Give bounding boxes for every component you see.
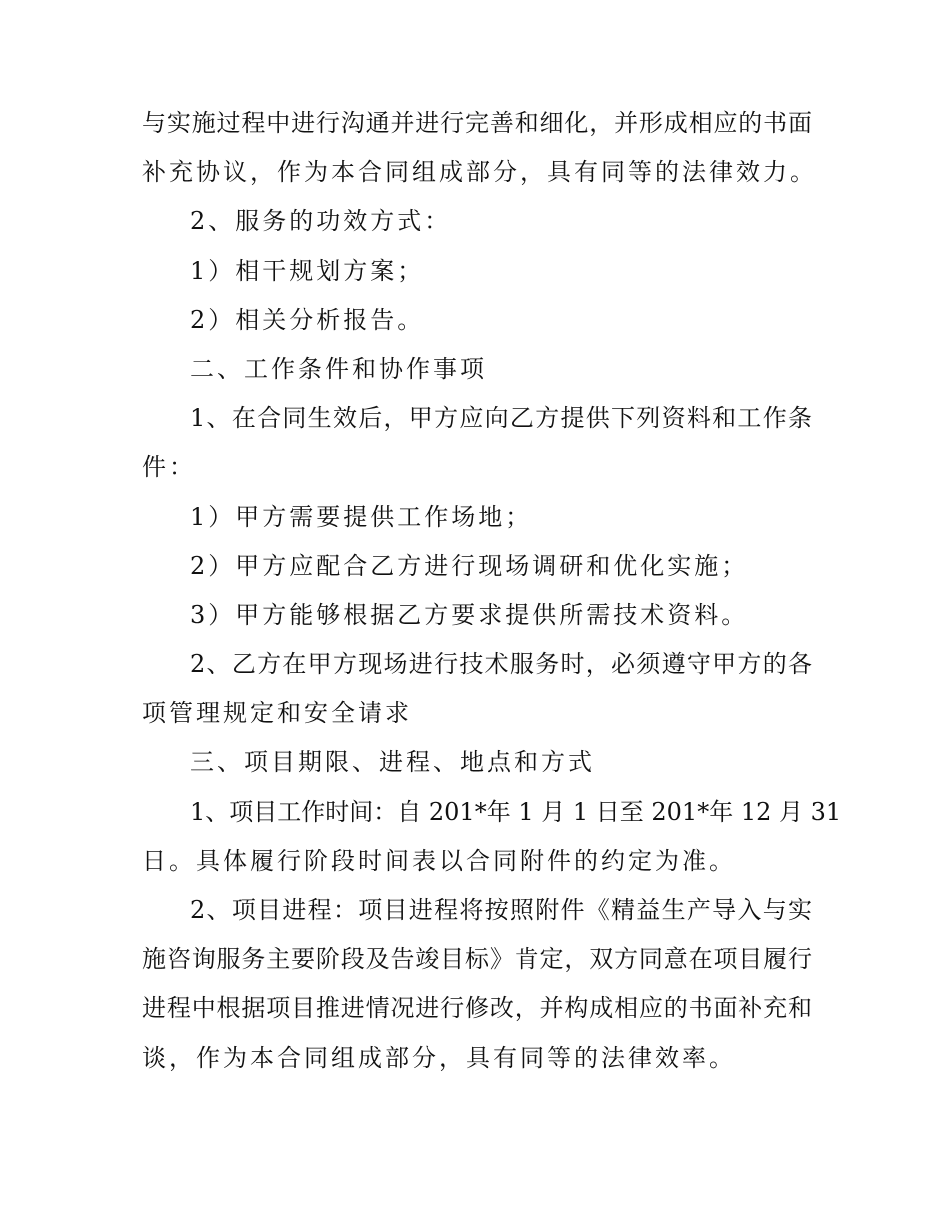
text-line: 2、乙方在甲方现场进行技术服务时，必须遵守甲方的各: [190, 650, 812, 679]
text-line: 1）相干规划方案；: [190, 256, 425, 285]
text-line: 1、在合同生效后，甲方应向乙方提供下列资料和工作条: [190, 404, 812, 433]
text-line: 日。具体履行阶段时间表以合同附件的约定为准。: [142, 846, 736, 875]
text-line: 项管理规定和安全请求: [142, 699, 412, 728]
text-line: 2）甲方应配合乙方进行现场调研和优化实施；: [190, 551, 749, 580]
text-line: 3）甲方能够根据乙方要求提供所需技术资料。: [190, 600, 749, 629]
text-line: 与实施过程中进行沟通并进行完善和细化，并形成相应的书面: [142, 109, 812, 137]
text-line: 件：: [142, 453, 196, 482]
text-line: 补充协议，作为本合同组成部分，具有同等的法律效力。: [142, 158, 817, 187]
text-line: 进程中根据项目推进情况进行修改，并构成相应的书面补充和: [142, 994, 812, 1023]
text-line: 2）相关分析报告。: [190, 305, 425, 334]
document-body: [142, 99, 842, 1083]
text-line: 1、项目工作时间：自 201*年 1 月 1 日至 201*年 12 月 31: [190, 797, 842, 826]
text-line: 二、工作条件和协作事项: [190, 354, 487, 383]
text-line: 2、项目进程：项目进程将按照附件《精益生产导入与实: [190, 896, 812, 924]
text-line: 谈，作为本合同组成部分，具有同等的法律效率。: [142, 1043, 736, 1072]
text-line: 1）甲方需要提供工作场地；: [190, 502, 533, 531]
text-line: 三、项目期限、进程、地点和方式: [190, 748, 595, 777]
text-line: 施咨询服务主要阶段及告竣目标》肯定，双方同意在项目履行: [142, 945, 812, 974]
text-line: 2、服务的功效方式：: [190, 207, 452, 236]
